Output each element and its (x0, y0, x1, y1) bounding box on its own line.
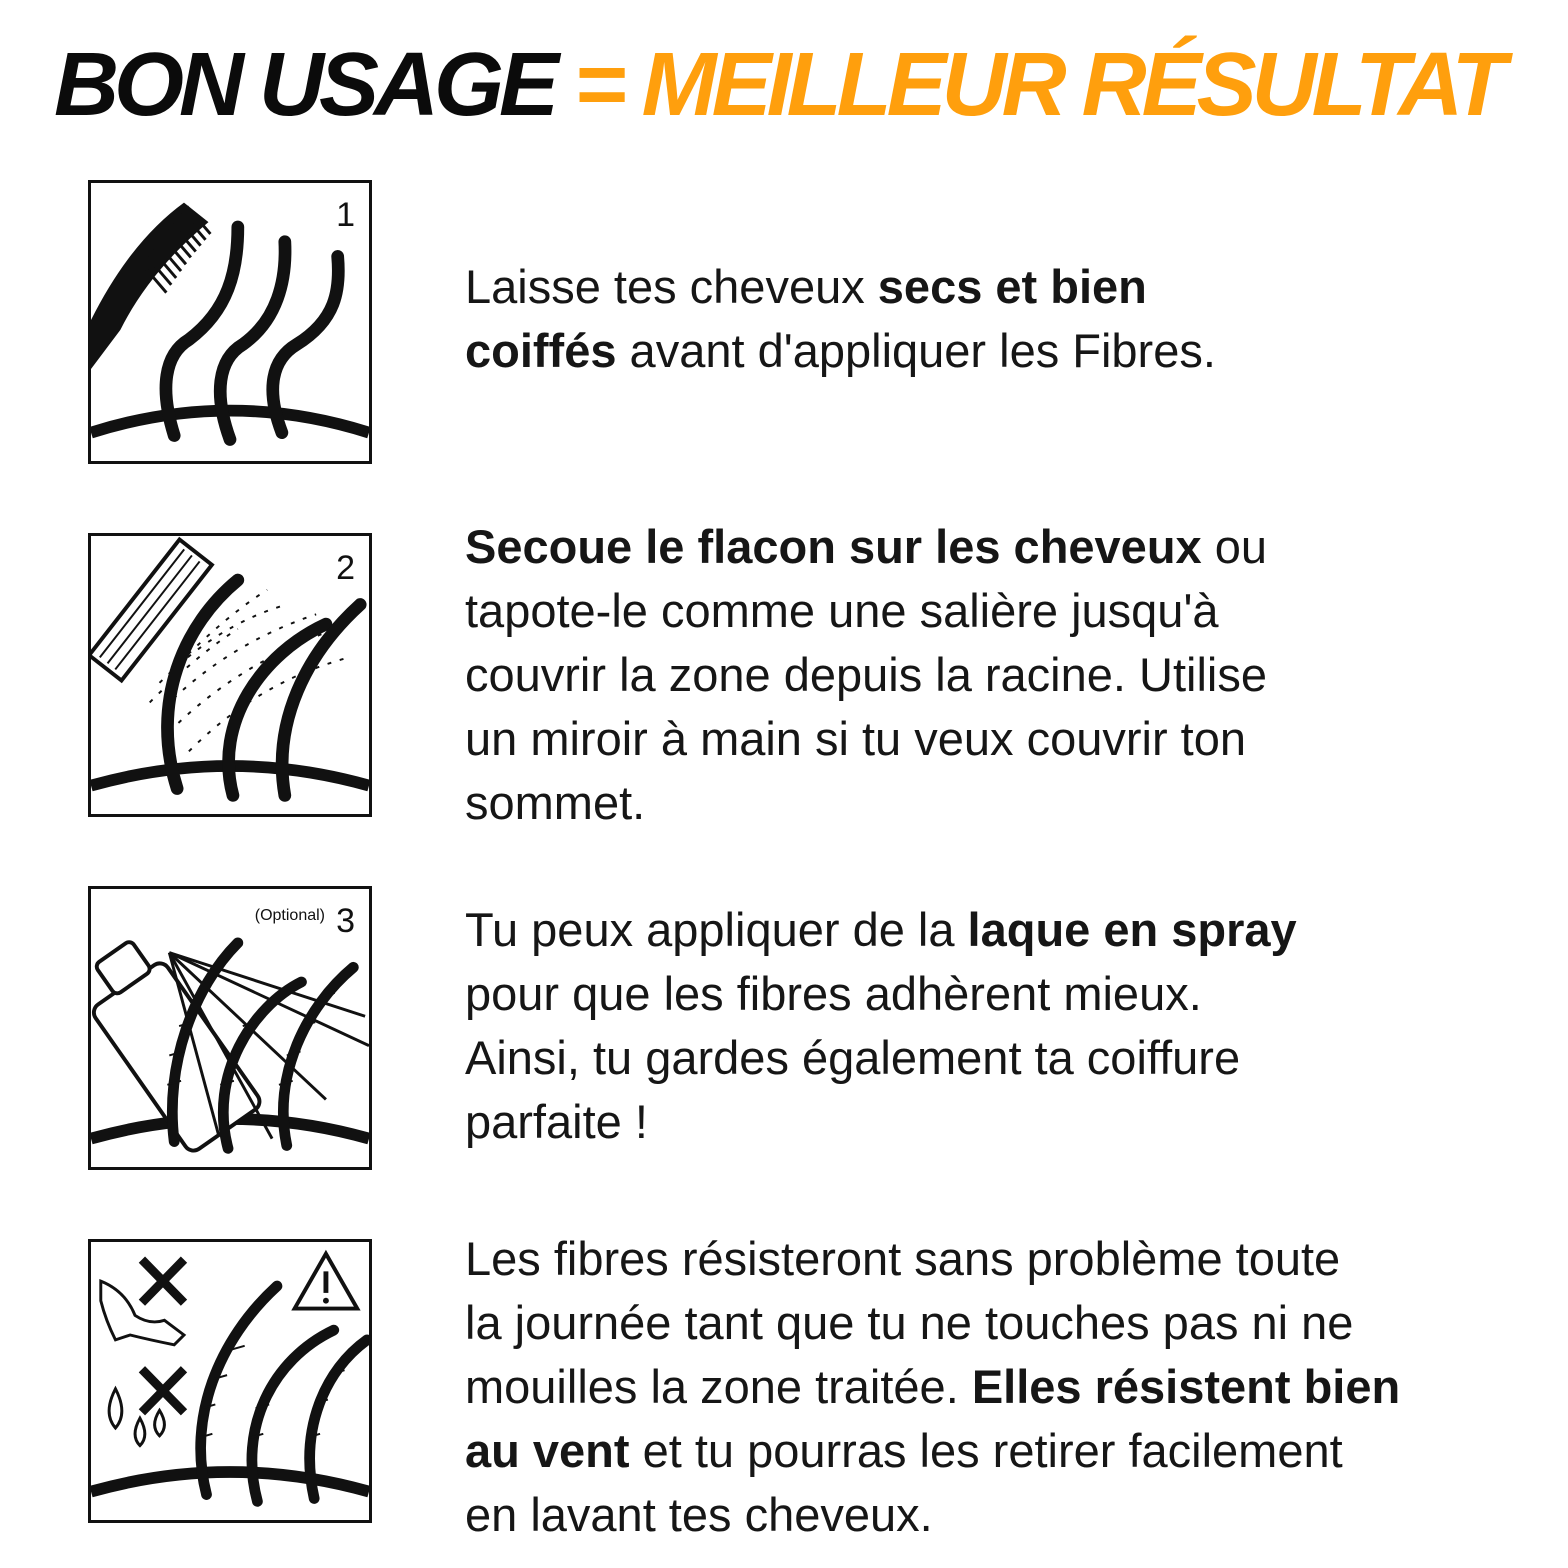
step-3-text (465, 898, 1545, 1154)
title-part-2: = MEILLEUR RÉSULTAT (574, 35, 1502, 135)
hairspray-icon (91, 889, 369, 1167)
step-4-text-segment: la journée tant que tu ne touches pas ni ne (465, 1296, 1354, 1349)
step-2-text-segment: un miroir à main si tu veux couvrir ton (465, 712, 1247, 765)
step-3-text-segment: parfaite ! (465, 1095, 648, 1148)
step-3-text-segment: laque en spray (967, 903, 1297, 956)
step-4-text-segment: au vent (465, 1424, 630, 1477)
step-4-text-segment: et tu pourras les retirer facilement (629, 1424, 1343, 1477)
step-3-text-segment: Tu peux appliquer de la (465, 903, 968, 956)
step-2-text-segment: ou (1201, 520, 1268, 573)
step-2-text-segment: sommet. (465, 776, 646, 829)
step-2-text-segment: couvrir la zone depuis la racine. Utilise (465, 648, 1267, 701)
step-4-text-segment: mouilles la zone traitée. (465, 1360, 972, 1413)
step-1-text-segment: secs et bien (877, 260, 1147, 313)
step-2-text (465, 515, 1545, 835)
step-1-illustration (88, 180, 372, 464)
warning-icon (295, 1254, 358, 1309)
step-1-text (465, 255, 1545, 383)
step-3-text-segment: Ainsi, tu gardes également ta coiffure (465, 1031, 1241, 1084)
step-3-text-segment: pour que les fibres adhèrent mieux. (465, 967, 1202, 1020)
step-2-text-segment: Secoue le flacon sur les cheveux (465, 520, 1202, 573)
optional-label: (Optional) (254, 907, 325, 924)
step-2-illustration (88, 533, 372, 817)
step-3-illustration (88, 886, 372, 1170)
step-3-number: 3 (336, 902, 355, 940)
step-4-text (465, 1227, 1545, 1547)
shaker-fibers-icon (91, 536, 369, 814)
no-touch-no-water-warning-icon (91, 1242, 369, 1520)
step-4-text-segment: Les fibres résisteront sans problème toute (465, 1232, 1341, 1285)
step-1-text-segment: Laisse tes cheveux (465, 260, 878, 313)
step-4-illustration (88, 1239, 372, 1523)
step-4-text-segment: Elles résistent bien (971, 1360, 1401, 1413)
page-title (54, 30, 1534, 140)
step-2-number: 2 (336, 549, 355, 587)
comb-hair-icon (91, 183, 369, 461)
step-1-text-segment: coiffés (465, 324, 617, 377)
step-1-number: 1 (336, 196, 355, 234)
step-1-text-segment: avant d'appliquer les Fibres. (616, 324, 1216, 377)
step-4-text-segment: en lavant tes cheveux. (465, 1488, 933, 1541)
step-2-text-segment: tapote-le comme une salière jusqu'à (465, 584, 1219, 637)
title-part-1: BON USAGE (54, 35, 555, 135)
